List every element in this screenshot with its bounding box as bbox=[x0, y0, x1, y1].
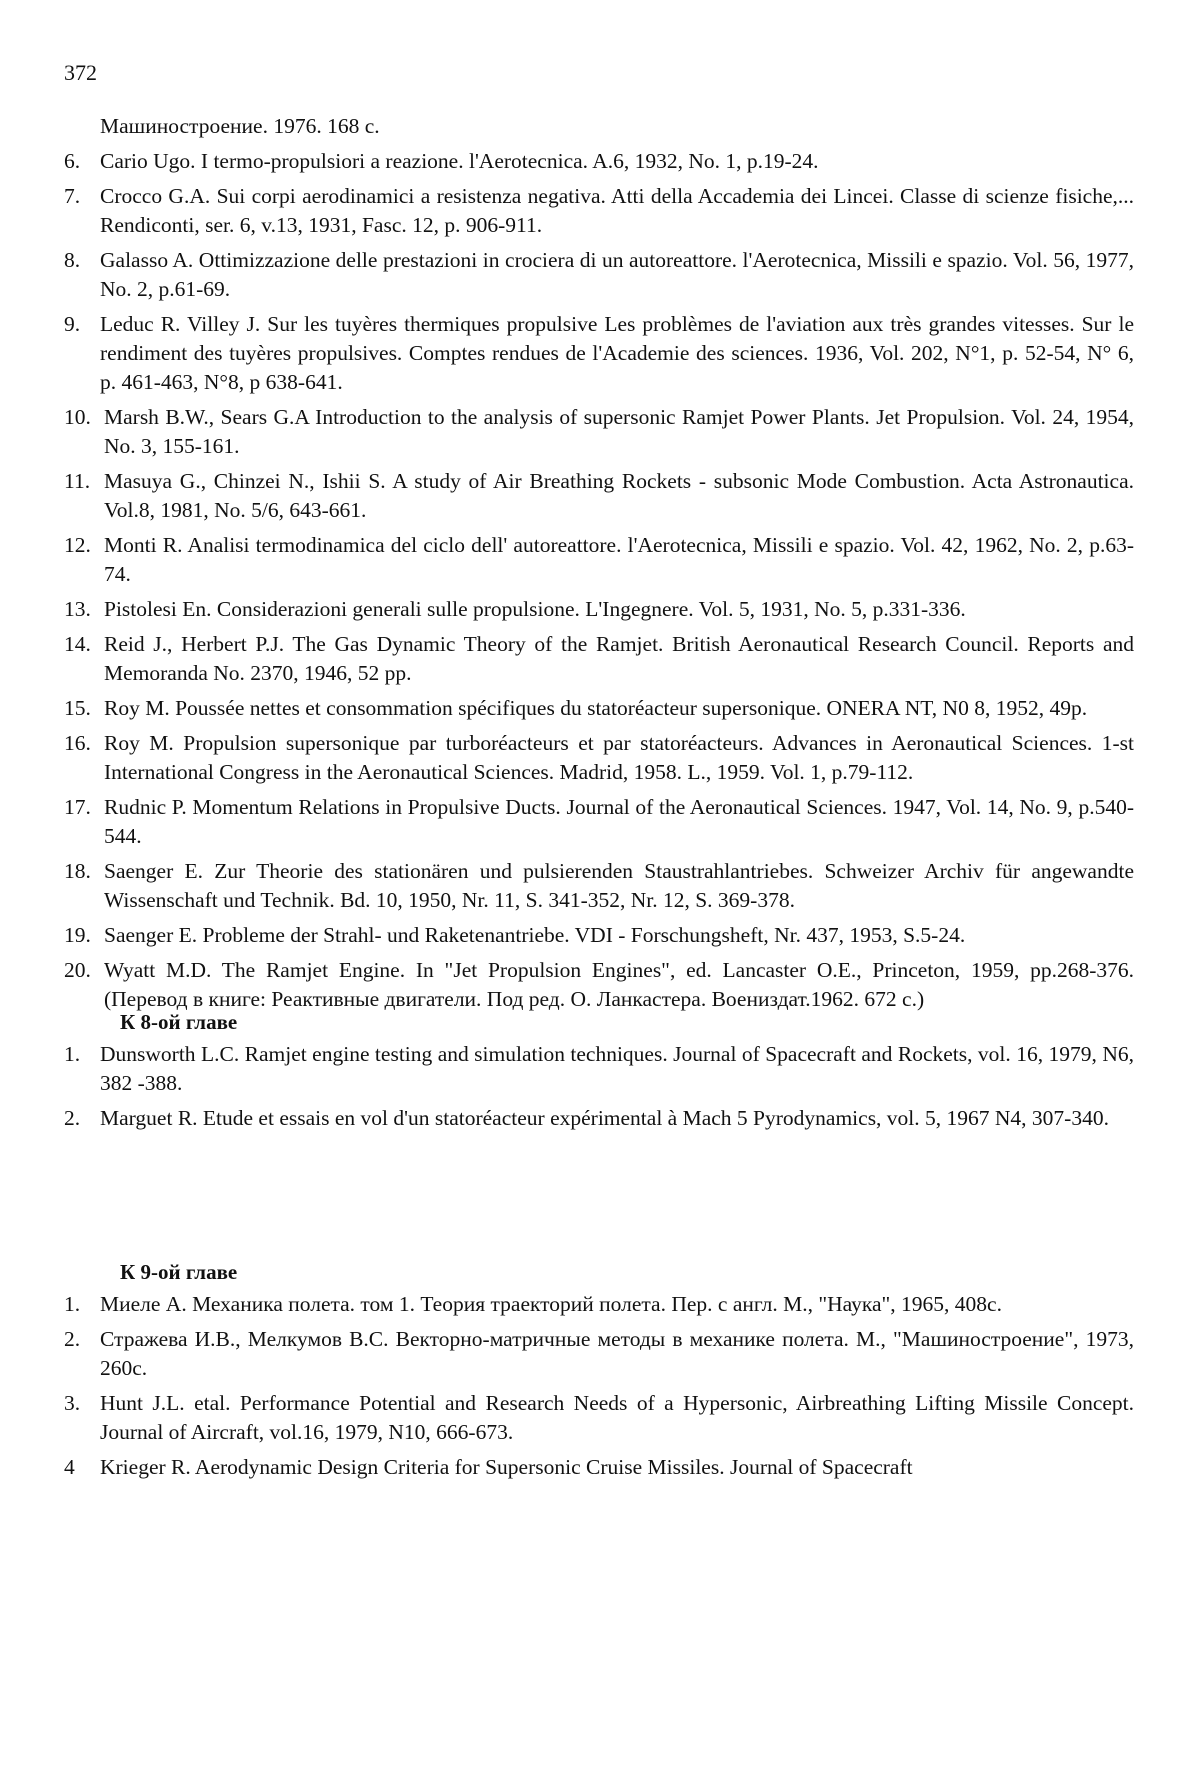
reference-text: Pistolesi En. Considerazioni generali sulle propulsione. L'Ingegnere. Vol. 5, 1931, No. 5, p.331-336. bbox=[104, 597, 966, 621]
reference-text: Wyatt M.D. The Ramjet Engine. In "Jet Propulsion Engines", ed. Lancaster O.E., Princeton, 1959, pp.268-376. (Перевод в книге: Реактивные двигатели. Под ред. О. Ланкастера. Воениздат.1962. 672 с.) bbox=[104, 958, 1134, 1011]
reference-number: 13. bbox=[64, 597, 91, 621]
reference-text: Cario Ugo. I termo-propulsiori a reazione. l'Aerotecnica. A.6, 1932, No. 1, p.19-24. bbox=[100, 149, 819, 173]
reference-entry bbox=[64, 595, 1134, 624]
page-number: 372 bbox=[64, 60, 97, 85]
reference-number: 6. bbox=[64, 149, 81, 173]
reference-number: 18. bbox=[64, 859, 91, 883]
reference-entry bbox=[64, 1453, 1134, 1482]
reference-number: 11. bbox=[64, 469, 91, 493]
reference-number: 1. bbox=[64, 1292, 81, 1316]
references-chapter-8 bbox=[64, 1040, 1134, 1139]
reference-text: Galasso A. Ottimizzazione delle prestazioni in crociera di un autoreattore. l'Aerotecnica, Missili e spazio. Vol. 56, 1977, No. 2, p.61-69. bbox=[100, 248, 1134, 301]
reference-text: Marsh B.W., Sears G.A Introduction to the analysis of supersonic Ramjet Power Plants. Jet Propulsion. Vol. 24, 1954, No. 3, 155-161. bbox=[104, 405, 1134, 458]
reference-text: Leduc R. Villey J. Sur les tuyères thermiques propulsive Les problèmes de l'aviation aux très grandes vitesses. Sur le rendiment des tuyères propulsives. Comptes rendues de l'Academie des sciences. 1936, Vol. 202, N°1, p. 52-54, N° 6, p. 461-463, N°8, p 638-641. bbox=[100, 312, 1134, 394]
reference-text: Marguet R. Etude et essais en vol d'un statoréacteur expérimental à Mach 5 Pyrodynamics, vol. 5, 1967 N4, 307-340. bbox=[100, 1106, 1109, 1130]
reference-number: 10. bbox=[64, 405, 91, 429]
reference-text: Hunt J.L. etal. Performance Potential and Research Needs of a Hypersonic, Airbreathing Lifting Missile Concept. Journal of Aircraft, vol.16, 1979, N10, 666-673. bbox=[100, 1391, 1134, 1444]
reference-number: 7. bbox=[64, 184, 81, 208]
reference-entry bbox=[64, 630, 1134, 688]
reference-text: Roy M. Propulsion supersonique par turboréacteurs et par statoréacteurs. Advances in Aeronautical Sciences. 1-st International Congress in the Aeronautical Sciences. Madrid, 1958. L., 1959. Vol. 1, p.79-112. bbox=[104, 731, 1134, 784]
references-chapter-9 bbox=[64, 1290, 1134, 1488]
reference-number: 8. bbox=[64, 248, 81, 272]
reference-number: 2. bbox=[64, 1327, 81, 1351]
reference-entry bbox=[64, 1040, 1134, 1098]
reference-number: 9. bbox=[64, 312, 81, 336]
reference-text: Стражева И.В., Мелкумов В.С. Векторно-матричные методы в механике полета. М., "Машиностроение", 1973, 260с. bbox=[100, 1327, 1134, 1380]
chapter-8-heading: К 8-ой главе bbox=[120, 1010, 238, 1034]
reference-number: 15. bbox=[64, 696, 91, 720]
reference-text: Reid J., Herbert P.J. The Gas Dynamic Theory of the Ramjet. British Aeronautical Research Council. Reports and Memoranda No. 2370, 1946, 52 pp. bbox=[104, 632, 1134, 685]
reference-entry bbox=[64, 246, 1134, 304]
reference-number: 2. bbox=[64, 1106, 81, 1130]
reference-text: Crocco G.A. Sui corpi aerodinamici a resistenza negativa. Atti della Accademia dei Lincei. Classe di scienze fisiche,... Rendiconti, ser. 6, v.13, 1931, Fasc. 12, p. 906-911. bbox=[100, 184, 1134, 237]
reference-entry bbox=[64, 531, 1134, 589]
reference-text: Monti R. Analisi termodinamica del ciclo dell' autoreattore. l'Aerotecnica, Missili e spazio. Vol. 42, 1962, No. 2, p.63-74. bbox=[104, 533, 1134, 586]
reference-entry bbox=[64, 857, 1134, 915]
reference-number: 12. bbox=[64, 533, 91, 557]
reference-text: Masuya G., Chinzei N., Ishii S. A study of Air Breathing Rockets - subsonic Mode Combustion. Acta Astronautica. Vol.8, 1981, No. 5/6, 643-661. bbox=[104, 469, 1134, 522]
reference-text: Krieger R. Aerodynamic Design Criteria for Supersonic Cruise Missiles. Journal of Spacecraft bbox=[100, 1455, 913, 1479]
reference-number: 14. bbox=[64, 632, 91, 656]
reference-number: 3. bbox=[64, 1391, 81, 1415]
reference-entry bbox=[64, 921, 1134, 950]
reference-text: Миеле А. Механика полета. том 1. Теория траекторий полета. Пер. с англ. М., "Наука", 1965, 408с. bbox=[100, 1292, 1002, 1316]
reference-entry bbox=[64, 147, 1134, 176]
reference-entry bbox=[64, 403, 1134, 461]
reference-entry bbox=[64, 1290, 1134, 1319]
reference-entry bbox=[64, 1389, 1134, 1447]
reference-number: 17. bbox=[64, 795, 91, 819]
reference-text: Saenger E. Probleme der Strahl- und Raketenantriebe. VDI - Forschungsheft, Nr. 437, 1953, S.5-24. bbox=[104, 923, 966, 947]
reference-entry bbox=[64, 793, 1134, 851]
reference-number: 19. bbox=[64, 923, 91, 947]
reference-entry bbox=[64, 694, 1134, 723]
reference-entry bbox=[64, 467, 1134, 525]
reference-text: Roy M. Poussée nettes et consommation spécifiques du statoréacteur supersonique. ONERA NT, N0 8, 1952, 49p. bbox=[104, 696, 1088, 720]
reference-number: 20. bbox=[64, 958, 91, 982]
reference-number: 4 bbox=[64, 1455, 75, 1479]
chapter-9-heading: К 9-ой главе bbox=[120, 1260, 238, 1284]
reference-entry bbox=[64, 310, 1134, 397]
reference-text: Rudnic P. Momentum Relations in Propulsive Ducts. Journal of the Aeronautical Sciences. 1947, Vol. 14, No. 9, p.540-544. bbox=[104, 795, 1134, 848]
reference-number: 16. bbox=[64, 731, 91, 755]
references-chapter-7 bbox=[64, 112, 1134, 1020]
reference-entry bbox=[64, 956, 1134, 1014]
reference-entry bbox=[64, 1104, 1134, 1133]
reference-entry bbox=[64, 729, 1134, 787]
reference-continuation: Машиностроение. 1976. 168 с. bbox=[100, 114, 380, 138]
reference-text: Dunsworth L.C. Ramjet engine testing and simulation techniques. Journal of Spacecraft and Rockets, vol. 16, 1979, N6, 382 -388. bbox=[100, 1042, 1134, 1095]
reference-text: Saenger E. Zur Theorie des stationären und pulsierenden Staustrahlantriebes. Schweizer Archiv für angewandte Wissenschaft und Technik. Bd. 10, 1950, Nr. 11, S. 341-352, Nr. 12, S. 369-378. bbox=[104, 859, 1134, 912]
reference-entry bbox=[64, 1325, 1134, 1383]
reference-number: 1. bbox=[64, 1042, 81, 1066]
reference-entry bbox=[64, 182, 1134, 240]
